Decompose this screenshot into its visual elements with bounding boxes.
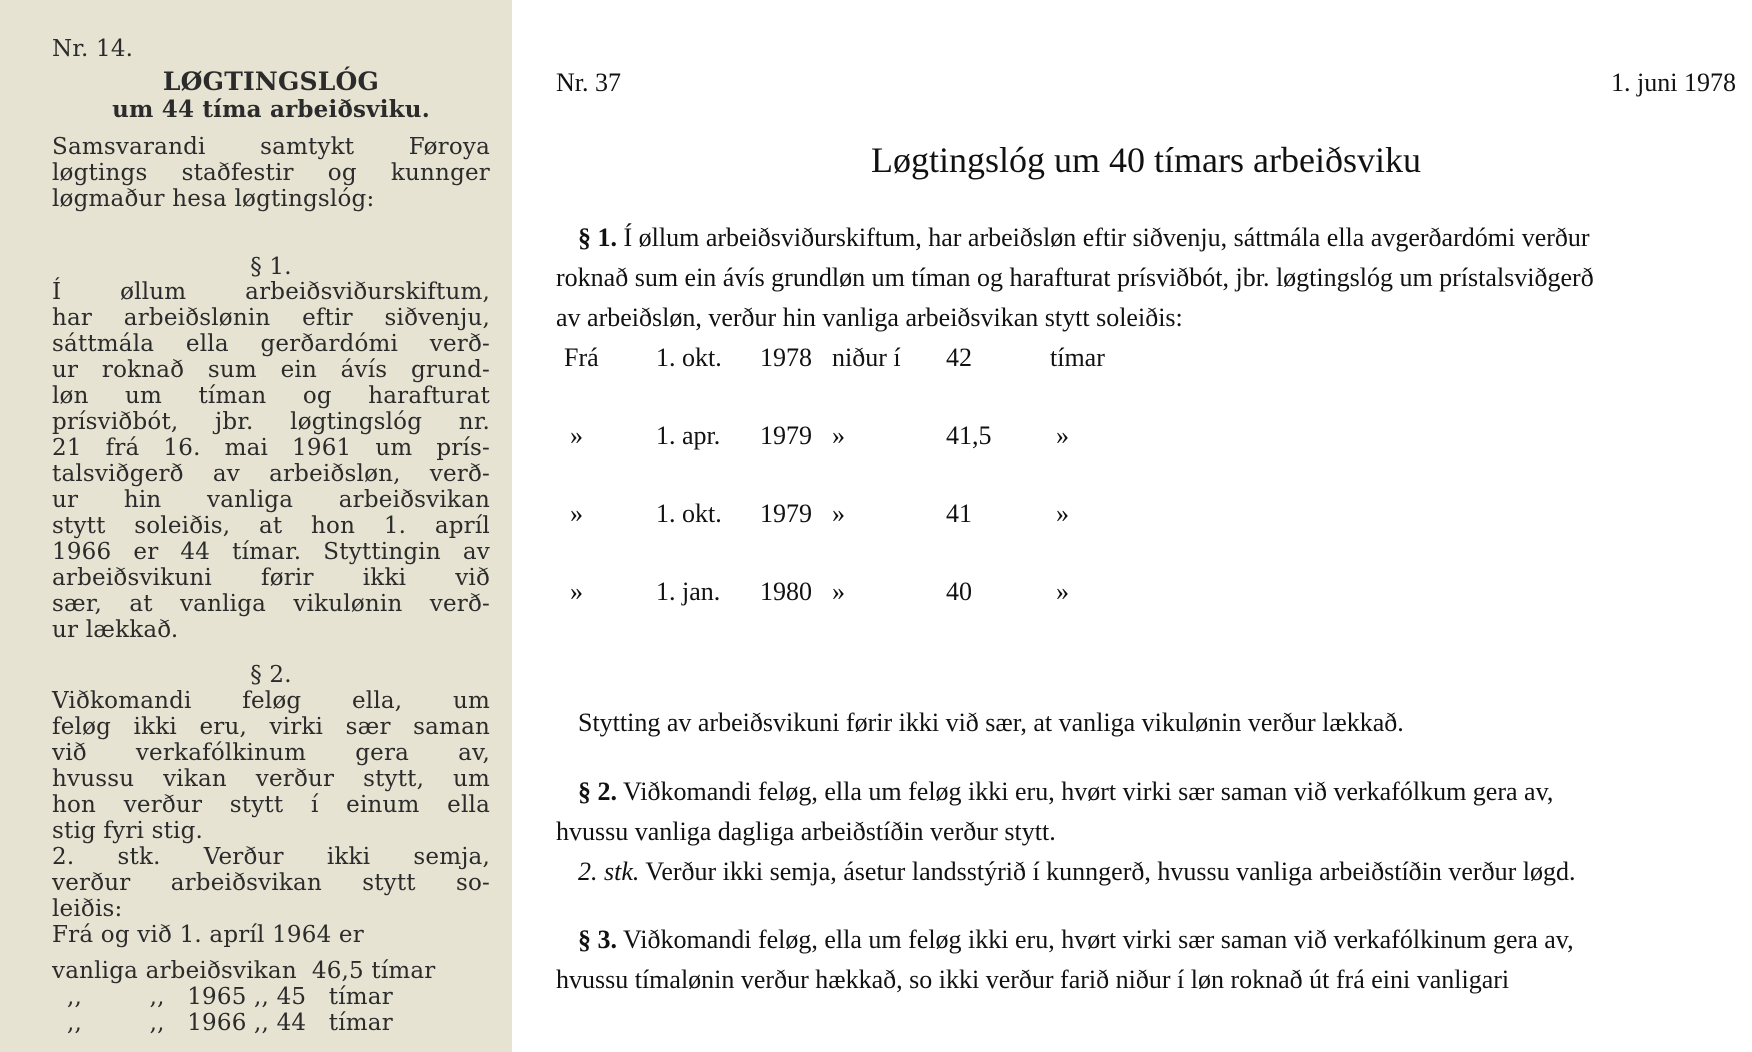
table-cell: tímar — [1050, 343, 1105, 372]
scan-sec1-line: sær, at vanliga vikulønin verð- — [52, 591, 490, 617]
table-cell: Frá — [564, 343, 599, 372]
doc-number: Nr. 37 — [556, 68, 621, 97]
table-cell: » — [1056, 421, 1069, 450]
scan-sec1-line: Í øllum arbeiðsviðurskiftum, — [52, 279, 490, 305]
table-cell: 1979 — [760, 499, 812, 528]
scan-sec1-line: sáttmála ella gerðardómi verð- — [52, 331, 490, 357]
scan-sec1-line: har arbeiðslønin eftir siðvenju, — [52, 305, 490, 331]
section-3-label: § 3. — [578, 925, 617, 954]
stk-2-label: 2. stk. — [578, 857, 640, 886]
paragraph-stytting: Stytting av arbeiðsvikuni førir ikki við sær, at vanliga vikulønin verður lækkað. — [578, 708, 1404, 737]
paragraph-1-line — [556, 218, 1736, 258]
doc-title: Løgtingslóg um 40 tímars arbeiðsviku — [871, 140, 1421, 180]
paragraph-2 — [556, 772, 1736, 892]
table-cell: » — [832, 421, 845, 450]
scan-schedule-line: ,, ,, 1965 ,, 45 tímar — [52, 984, 393, 1010]
table-cell: » — [1056, 577, 1069, 606]
scan-sec1-heading: § 1. — [250, 254, 292, 280]
stk-2-text: Verður ikki semja, ásetur landsstýrið í kunngerð, hvussu vanliga arbeiðstíðin verður løgd. — [639, 857, 1576, 886]
scan-intro-line: løgmaður hesa løgtingslóg: — [52, 186, 375, 212]
section-2-label: § 2. — [578, 777, 617, 806]
scan-sec1-line: arbeiðsvikuni førir ikki við — [52, 565, 490, 591]
scan-sec2-line: 2. stk. Verður ikki semja, — [52, 844, 490, 870]
scan-sec1-line: løn um tíman og harafturat — [52, 383, 490, 409]
table-cell: 1. apr. — [656, 421, 721, 450]
paragraph-1 — [556, 218, 1736, 338]
typed-document — [556, 0, 1736, 1012]
scan-sec2-line: hon verður stytt í einum ella — [52, 792, 490, 818]
paragraph-3-line: hvussu tímalønin verður hækkað, so ikki verður farið niður í løn roknað út frá eini vanligari — [556, 965, 1510, 994]
scan-sec2-line: Frá og við 1. apríl 1964 er — [52, 922, 364, 948]
table-cell: » — [1056, 499, 1069, 528]
scan-sec1-line: talsviðgerð av arbeiðsløn, verð- — [52, 461, 490, 487]
paragraph-1-line: roknað sum ein ávís grundløn um tíman og harafturat prísviðbót, jbr. løgtingslóg um prístalsviðgerð — [556, 263, 1594, 292]
scan-sec2-line: feløg ikki eru, virki sær saman — [52, 714, 490, 740]
table-cell: » — [570, 499, 583, 528]
table-cell: 1980 — [760, 577, 812, 606]
table-cell: » — [832, 499, 845, 528]
scan-intro-line: løgtings staðfestir og kunnger — [52, 160, 490, 186]
section-1-label: § 1. — [578, 223, 617, 252]
scanned-page — [0, 0, 512, 1052]
scan-schedule-line: vanliga arbeiðsvikan 46,5 tímar — [52, 958, 436, 984]
table-cell: » — [832, 577, 845, 606]
table-cell: 1. jan. — [656, 577, 721, 606]
table-cell: niður í — [832, 343, 901, 372]
scan-sec2-heading: § 2. — [250, 662, 292, 688]
scan-sec2-line: verður arbeiðsvikan stytt so- — [52, 870, 490, 896]
scan-sec1-line: prísviðbót, jbr. løgtingslóg nr. — [52, 409, 490, 435]
scan-sec2-line: stig fyri stig. — [52, 818, 204, 844]
scan-sec2-line: hvussu vikan verður stytt, um — [52, 766, 490, 792]
table-cell: » — [570, 577, 583, 606]
paragraph-1-text: Í øllum arbeiðsviðurskiftum, har arbeiðsløn eftir siðvenju, sáttmála ella avgerðardómi verður — [617, 223, 1590, 252]
table-cell: 1979 — [760, 421, 812, 450]
scan-sec2-line: leiðis: — [52, 896, 123, 922]
table-cell: 41,5 — [946, 421, 992, 450]
scan-sec1-line: ur lækkað. — [52, 617, 179, 643]
scan-sec2-line: við verkafólkinum gera av, — [52, 740, 490, 766]
scan-sec1-line: stytt soleiðis, at hon 1. apríl — [52, 513, 490, 539]
paragraph-2-stk-line — [556, 852, 1736, 892]
scan-number: Nr. 14. — [52, 36, 134, 62]
scan-title: LØGTINGSLÓG — [162, 67, 380, 96]
scan-sec2-line: Viðkomandi feløg ella, um — [52, 688, 490, 714]
doc-date: 1. juni 1978 — [1611, 68, 1736, 97]
paragraph-1-line: av arbeiðsløn, verður hin vanliga arbeiðsvikan stytt soleiðis: — [556, 303, 1183, 332]
table-cell: 40 — [946, 577, 972, 606]
table-cell: 42 — [946, 343, 972, 372]
paragraph-3 — [556, 920, 1736, 1000]
table-cell: 1. okt. — [656, 499, 722, 528]
scan-intro-line: Samsvarandi samtykt Føroya — [52, 134, 490, 160]
scan-sec1-line: ur hin vanliga arbeiðsvikan — [52, 487, 490, 513]
table-cell: 1978 — [760, 343, 812, 372]
scan-schedule-line: ,, ,, 1966 ,, 44 tímar — [52, 1010, 393, 1036]
scan-sec1-line: 1966 er 44 tímar. Styttingin av — [52, 539, 490, 565]
table-cell: » — [570, 421, 583, 450]
scan-sec1-line: ur roknað sum ein ávís grund- — [52, 357, 490, 383]
scan-sec1-line: 21 frá 16. mai 1961 um prís- — [52, 435, 490, 461]
table-cell: 41 — [946, 499, 972, 528]
paragraph-3-text: Viðkomandi feløg, ella um feløg ikki eru, hvørt virki sær saman við verkafólkinum gera av, — [617, 925, 1574, 954]
table-cell: 1. okt. — [656, 343, 722, 372]
paragraph-2-line: hvussu vanliga dagliga arbeiðstíðin verður stytt. — [556, 817, 1056, 846]
paragraph-2-line — [556, 772, 1736, 812]
scan-subtitle: um 44 tíma arbeiðsviku. — [112, 96, 430, 123]
paragraph-2-text: Viðkomandi feløg, ella um feløg ikki eru, hvørt virki sær saman við verkafólkum gera av, — [617, 777, 1554, 806]
paragraph-3-line — [556, 920, 1736, 960]
